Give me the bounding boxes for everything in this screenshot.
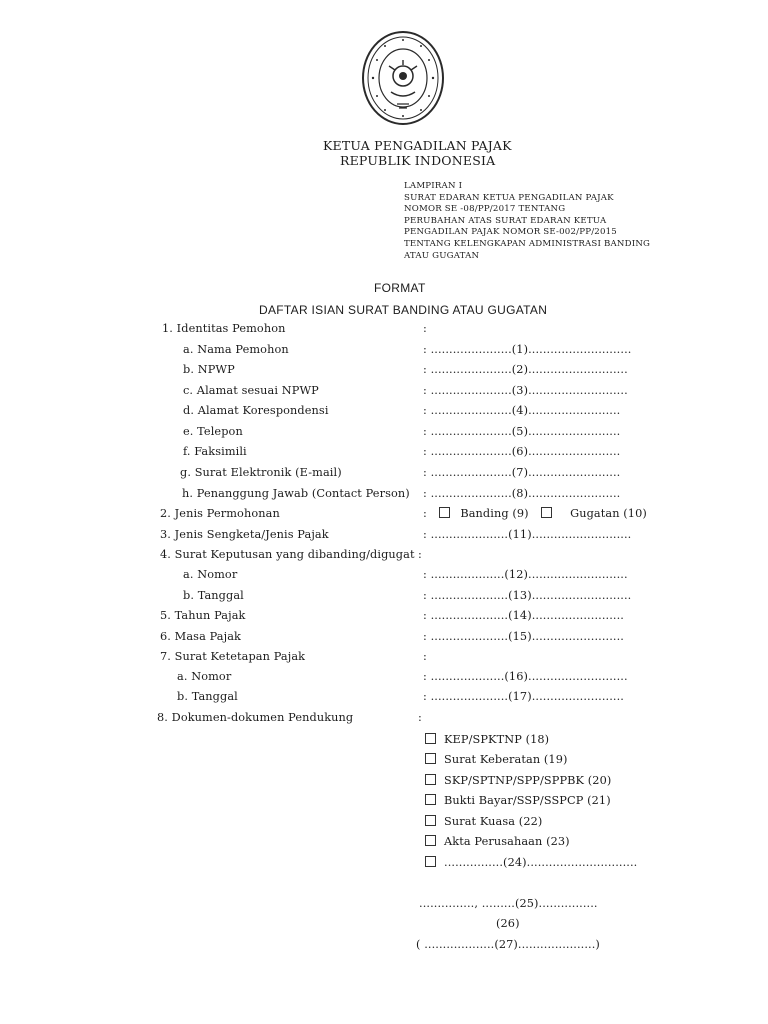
signature-place-date: ..............., .........(25)................: [419, 897, 598, 910]
row-label-telepon: e. Telepon: [183, 425, 243, 438]
header-line-2: REPUBLIK INDONESIA: [340, 153, 496, 168]
row-value-tahun-pajak: : .....................(14).........................: [423, 609, 624, 622]
checkbox[interactable]: [425, 835, 436, 846]
court-seal-icon: [361, 30, 445, 126]
row-label-masa-pajak: 6. Masa Pajak: [160, 630, 242, 643]
row-label-email: g. Surat Elektronik (E-mail): [180, 466, 342, 479]
row-label-nama: a. Nama Pemohon: [183, 343, 289, 356]
row-value-sk-nomor: : ....................(12)...........................: [423, 568, 628, 581]
row-value-email: : ......................(7).........................: [423, 466, 621, 479]
doc-item-surat-kuasa: [425, 815, 542, 828]
lampiran-line: TENTANG KELENGKAPAN ADMINISTRASI BANDING: [404, 238, 651, 249]
doc-item-kep: [425, 733, 549, 746]
row-label-skp-tanggal: b. Tanggal: [177, 690, 238, 703]
checkbox[interactable]: [425, 753, 436, 764]
banding-checkbox[interactable]: [439, 507, 450, 518]
row-value-surat-ketetapan: :: [423, 650, 427, 663]
doc-label: Bukti Bayar/SSP/SSPCP (21): [444, 794, 611, 807]
row-value-dokumen: :: [418, 711, 422, 724]
checkbox[interactable]: [425, 815, 436, 826]
row-value-skp-nomor: : ....................(16)...........................: [423, 670, 628, 683]
colon: :: [423, 507, 427, 520]
row-label-alamat-korespondensi: d. Alamat Korespondensi: [183, 404, 329, 417]
doc-item-surat-keberatan: [425, 753, 568, 766]
row-label-jenis-permohonan: 2. Jenis Permohonan: [160, 507, 280, 520]
row-value-identitas: :: [423, 322, 427, 335]
checkbox[interactable]: [425, 794, 436, 805]
lampiran-line: NOMOR SE -08/PP/2017 TENTANG: [404, 204, 566, 215]
row-label-penanggung-jawab: h. Penanggung Jawab (Contact Person): [182, 487, 410, 500]
row-value-nama: : ......................(1)............................: [423, 343, 632, 356]
row-label-alamat-npwp: c. Alamat sesuai NPWP: [183, 384, 319, 397]
doc-label: Surat Kuasa (22): [444, 815, 543, 828]
lampiran-line: PERUBAHAN ATAS SURAT EDARAN KETUA: [404, 215, 607, 226]
row-value-skp-tanggal: : .....................(17).........................: [423, 690, 624, 703]
doc-item-lainnya: [425, 856, 637, 869]
lampiran-line: PENGADILAN PAJAK NOMOR SE-002/PP/2015: [404, 227, 617, 238]
title-daftar-isian: DAFTAR ISIAN SURAT BANDING ATAU GUGATAN: [259, 303, 548, 317]
row-label-sk-nomor: a. Nomor: [183, 568, 238, 581]
row-value-penanggung-jawab: : ......................(8).........................: [423, 487, 621, 500]
row-label-jenis-sengketa: 3. Jenis Sengketa/Jenis Pajak: [160, 528, 329, 541]
checkbox[interactable]: [425, 856, 436, 867]
checkbox[interactable]: [425, 733, 436, 744]
signature-position: (26): [496, 917, 520, 930]
doc-label: SKP/SPTNP/SPP/SPPBK (20): [444, 774, 612, 787]
header-line-1: KETUA PENGADILAN PAJAK: [323, 138, 512, 153]
row-label-surat-keputusan: 4. Surat Keputusan yang dibanding/digugat: [160, 548, 415, 561]
doc-label: Surat Keberatan (19): [444, 753, 568, 766]
banding-label: Banding (9): [460, 507, 529, 520]
title-format: FORMAT: [374, 281, 426, 295]
row-value-faksimili: : ......................(6).........................: [423, 445, 621, 458]
row-value-jenis-sengketa: : .....................(11)...........................: [423, 528, 632, 541]
checkbox[interactable]: [425, 774, 436, 785]
row-value-telepon: : ......................(5).........................: [423, 425, 621, 438]
row-value-jenis-permohonan: [423, 507, 647, 520]
row-label-identitas: 1. Identitas Pemohon: [162, 322, 286, 335]
row-label-dokumen: 8. Dokumen-dokumen Pendukung: [157, 711, 354, 724]
lampiran-line: LAMPIRAN I: [404, 181, 463, 191]
row-value-npwp: : ......................(2)...........................: [423, 363, 628, 376]
row-value-alamat-korespondensi: : ......................(4).........................: [423, 404, 621, 417]
row-value-alamat-npwp: : ......................(3)...........................: [423, 384, 628, 397]
doc-item-akta-perusahaan: [425, 835, 570, 848]
gugatan-checkbox[interactable]: [541, 507, 552, 518]
doc-label: Akta Perusahaan (23): [444, 835, 570, 848]
doc-item-skp: [425, 774, 611, 787]
doc-item-bukti-bayar: [425, 794, 611, 807]
row-label-tahun-pajak: 5. Tahun Pajak: [160, 609, 246, 622]
doc-label: KEP/SPKTNP (18): [444, 733, 550, 746]
gugatan-label: Gugatan (10): [570, 507, 647, 520]
row-label-skp-nomor: a. Nomor: [177, 670, 232, 683]
row-value-sk-tanggal: : .....................(13)...........................: [423, 589, 632, 602]
row-label-surat-ketetapan: 7. Surat Ketetapan Pajak: [160, 650, 306, 663]
lampiran-line: ATAU GUGATAN: [404, 250, 480, 261]
signature-name: ( ...................(27).....................): [416, 938, 600, 951]
row-label-npwp: b. NPWP: [183, 363, 235, 376]
row-value-surat-keputusan: :: [418, 548, 422, 561]
row-label-faksimili: f. Faksimili: [183, 445, 247, 458]
lampiran-line: SURAT EDARAN KETUA PENGADILAN PAJAK: [404, 192, 614, 203]
row-value-masa-pajak: : .....................(15).........................: [423, 630, 624, 643]
row-label-sk-tanggal: b. Tanggal: [183, 589, 244, 602]
lampiran-block: [404, 181, 650, 262]
doc-label: ................(24)..............................: [444, 856, 638, 869]
